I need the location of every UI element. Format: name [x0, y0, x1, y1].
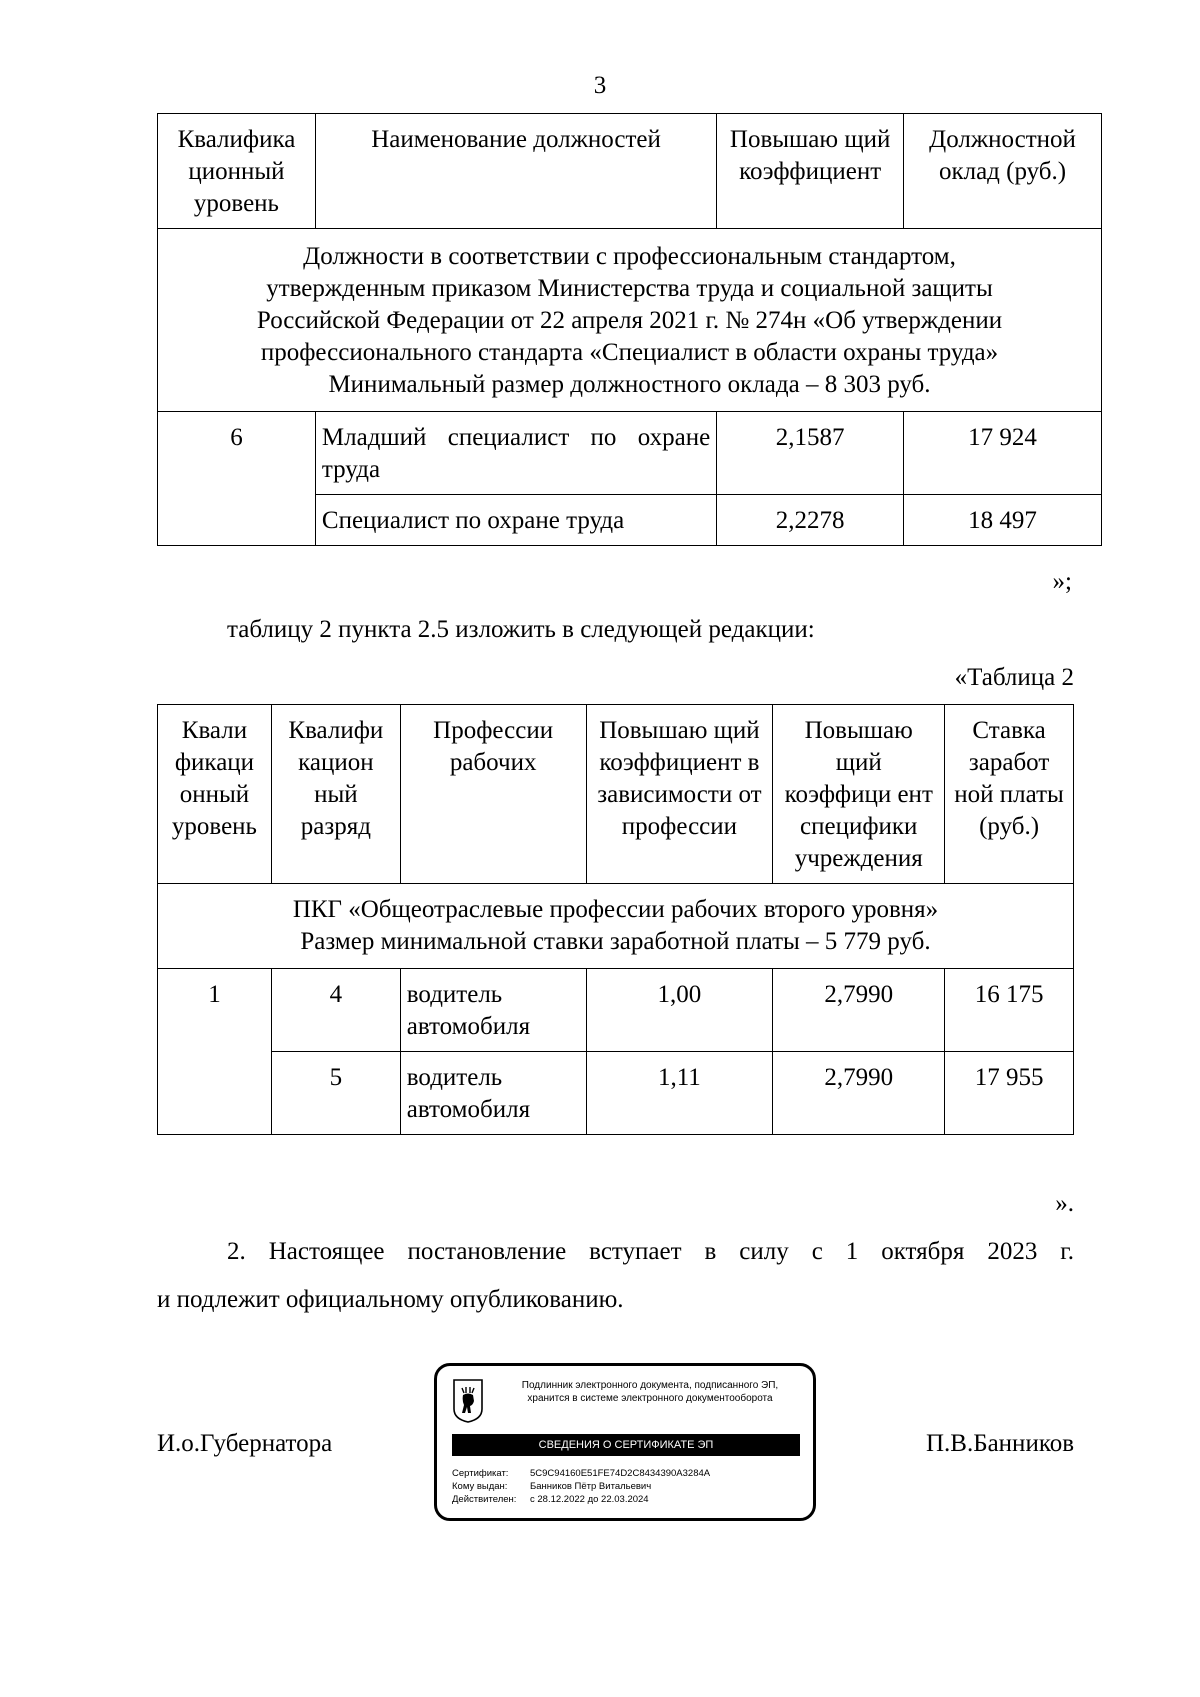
salary: 18 497: [904, 495, 1102, 546]
coefficient-institution: 2,7990: [773, 1052, 945, 1135]
table-header-row: [158, 114, 1102, 229]
coefficient-institution: 2,7990: [773, 969, 945, 1052]
table-positions: [157, 113, 1102, 546]
stamp-header-line: хранится в системе электронного документооборота: [527, 1393, 773, 1404]
table2-closing-quote: ».: [1055, 1190, 1074, 1217]
position-name: Специалист по охране труда: [315, 495, 716, 546]
certificate-label: Сертификат:: [452, 1468, 509, 1479]
wage-rate: 16 175: [945, 969, 1074, 1052]
signatory-position: И.о.Губернатора: [157, 1430, 333, 1457]
table-header-row: [158, 705, 1074, 884]
wage-rate: 17 955: [945, 1052, 1074, 1135]
coat-of-arms-icon: [453, 1379, 483, 1423]
table2-label: «Таблица 2: [954, 664, 1074, 691]
coefficient: 2,2278: [717, 495, 904, 546]
page-number: 3: [593, 72, 607, 99]
table-row: [158, 969, 1074, 1052]
table1-closing-quote: »;: [1052, 568, 1072, 595]
section-line: Минимальный размер должностного оклада – 8 303 руб.: [328, 371, 931, 398]
issued-to-label: Кому выдан:: [452, 1481, 508, 1492]
section-line: утвержденным приказом Министерства труда и социальной защиты: [266, 275, 993, 302]
section-line: профессионального стандарта «Специалист в области охраны труда»: [260, 339, 999, 366]
header-cell: Квалифи кацион ный разряд: [271, 705, 400, 884]
header-cell: Квали фикаци онный уровень: [158, 705, 272, 884]
position-name: Младший специалист по охране труда: [315, 412, 716, 495]
stamp-header-line: Подлинник электронного документа, подписанного ЭП,: [521, 1380, 779, 1391]
certificate-value: 5C9C94160E51FE74D2C8434390A3284A: [530, 1468, 711, 1479]
section-line: ПКГ «Общеотраслевые профессии рабочих второго уровня»: [292, 896, 939, 923]
header-cell: Повышаю щий коэффициент: [717, 114, 904, 229]
salary: 17 924: [904, 412, 1102, 495]
header-cell: Ставка заработ ной платы (руб.): [945, 705, 1074, 884]
table-workers: [157, 704, 1074, 1135]
issued-to-value: Банников Пётр Витальевич: [530, 1481, 652, 1492]
table-row: [158, 1052, 1074, 1135]
coefficient-profession: 1,11: [586, 1052, 773, 1135]
certificate-info: [452, 1467, 710, 1506]
grade: 4: [271, 969, 400, 1052]
table-row: [158, 412, 1102, 495]
section-row: [158, 229, 1102, 412]
section-cell: [158, 229, 1102, 412]
section-cell: [158, 884, 1074, 969]
header-cell: Должностной оклад (руб.): [904, 114, 1102, 229]
paragraph: [157, 1228, 1074, 1324]
header-cell: Повышаю щий коэффициент в зависимости от профессии: [586, 705, 773, 884]
paragraph-line: 2. Настоящее постановление вступает в силу с 1 октября 2023 г.: [227, 1238, 1074, 1265]
certificate-info-bar: СВЕДЕНИЯ О СЕРТИФИКАТЕ ЭП: [452, 1434, 800, 1456]
header-cell: Повышаю щий коэффици ент специфики учреждения: [773, 705, 945, 884]
electronic-signature-stamp: [434, 1363, 816, 1521]
header-cell: Профессии рабочих: [400, 705, 586, 884]
section-line: Российской Федерации от 22 апреля 2021 г. № 274н «Об утверждении: [256, 307, 1003, 334]
signatory-name: П.В.Банников: [926, 1430, 1074, 1457]
valid-label: Действителен:: [452, 1494, 517, 1505]
paragraph-line: и подлежит официальному опубликованию.: [157, 1286, 624, 1313]
instruction-text: таблицу 2 пункта 2.5 изложить в следующей редакции:: [227, 616, 815, 643]
valid-value: с 28.12.2022 до 22.03.2024: [530, 1494, 649, 1505]
section-line: Размер минимальной ставки заработной платы – 5 779 руб.: [300, 928, 931, 955]
level-cell: 6: [158, 412, 316, 546]
header-cell: Наименование должностей: [315, 114, 716, 229]
header-cell: Квалифика ционный уровень: [158, 114, 316, 229]
level-cell: 1: [158, 969, 272, 1135]
grade: 5: [271, 1052, 400, 1135]
profession: водитель автомобиля: [400, 969, 586, 1052]
stamp-header: [491, 1379, 809, 1405]
profession: водитель автомобиля: [400, 1052, 586, 1135]
coefficient: 2,1587: [717, 412, 904, 495]
coefficient-profession: 1,00: [586, 969, 773, 1052]
section-row: [158, 884, 1074, 969]
section-line: Должности в соответствии с профессиональным стандартом,: [303, 243, 956, 270]
